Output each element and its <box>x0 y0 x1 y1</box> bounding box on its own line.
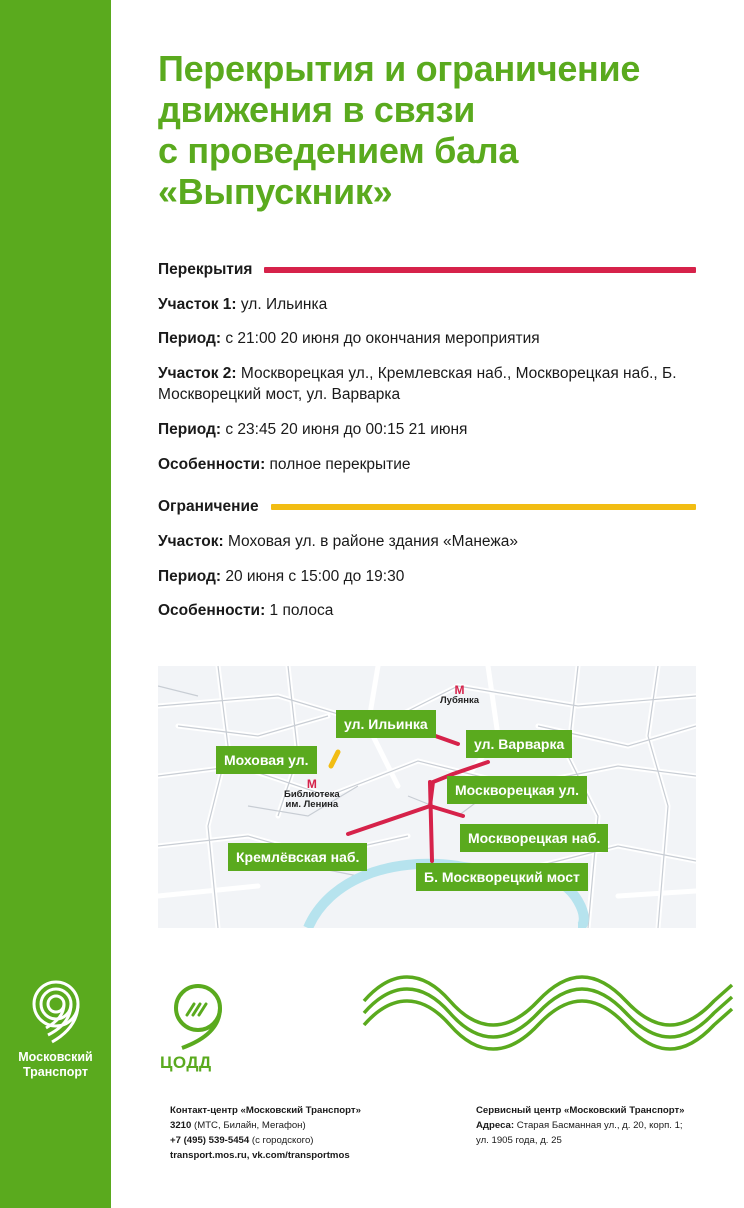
row-value: с 21:00 20 июня до окончания мероприятия <box>221 330 540 347</box>
restriction-row <box>158 600 698 621</box>
row-value: Моховая ул. в районе здания «Манежа» <box>223 533 518 550</box>
closure-row <box>158 419 698 440</box>
transport-nine-icon <box>26 978 86 1044</box>
footer-service-title: Сервисный центр «Московский Транспорт» <box>476 1105 685 1116</box>
page-title <box>158 48 718 212</box>
footer-address-1: Старая Басманная ул., д. 20, корп. 1; <box>514 1120 683 1131</box>
map-tag-ilinka: ул. Ильинка <box>336 710 436 738</box>
row-label: Особенности: <box>158 456 266 473</box>
title-line: Перекрытия и ограничение <box>158 48 641 89</box>
brand-line-2: Транспорт <box>22 1065 89 1079</box>
codd-nine-icon <box>160 980 230 1050</box>
footer-short-phone-note: (МТС, Билайн, Мегафон) <box>191 1120 306 1131</box>
metro-library-label-1: Библиотека <box>284 789 340 800</box>
footer-long-phone-note: (с городского) <box>249 1135 314 1146</box>
closure-row <box>158 363 698 405</box>
closures-label: Перекрытия <box>158 261 253 278</box>
row-value: Москворецкая ул., Кремлевская наб., Москворецкая наб., Б. Москворецкий мост, ул. Варварка <box>158 365 677 403</box>
footer-long-phone[interactable]: +7 (495) 539-5454 <box>170 1135 250 1146</box>
map-tag-mokhovaya: Моховая ул. <box>216 746 317 774</box>
closure-row <box>158 454 698 475</box>
footer-contact <box>170 1103 361 1163</box>
closures-heading <box>158 259 696 281</box>
restriction-yellow-line <box>271 504 696 510</box>
footer-service <box>476 1103 685 1148</box>
row-label: Период: <box>158 330 222 347</box>
brand-line-1: Московский <box>18 1050 93 1064</box>
row-label: Особенности: <box>158 602 266 619</box>
metro-lubyanka-label: Лубянка <box>440 695 480 706</box>
map-tag-kremlin-emb: Кремлёвская наб. <box>228 843 367 871</box>
row-value: ул. Ильинка <box>236 296 328 313</box>
restriction-row <box>158 566 698 587</box>
metro-library <box>284 778 340 810</box>
footer-address-2: ул. 1905 года, д. 25 <box>476 1135 562 1146</box>
footer-address-label: Адреса: <box>476 1120 515 1131</box>
restriction-heading <box>158 496 696 518</box>
map-tag-moskvoretskaya-st: Москворецкая ул. <box>447 776 587 804</box>
row-value: с 23:45 20 июня до 00:15 21 июня <box>221 421 468 438</box>
closures-red-line <box>264 267 696 273</box>
title-line: «Выпускник» <box>158 171 393 212</box>
moscow-transport-logo <box>0 978 111 1080</box>
row-label: Участок: <box>158 533 224 550</box>
decorative-wave <box>362 975 734 1051</box>
map-tag-bridge: Б. Москворецкий мост <box>416 863 588 891</box>
row-label: Участок 2: <box>158 365 237 382</box>
map-tag-varvarka: ул. Варварка <box>466 730 572 758</box>
restriction-label: Ограничение <box>158 498 259 515</box>
footer-contact-title: Контакт-центр «Московский Транспорт» <box>170 1105 361 1116</box>
title-line: с проведением бала <box>158 130 519 171</box>
metro-lubyanka <box>440 684 479 706</box>
footer-links[interactable]: transport.mos.ru, vk.com/transportmos <box>170 1150 350 1161</box>
codd-logo <box>160 980 240 1055</box>
map <box>158 666 696 928</box>
row-label: Период: <box>158 568 222 585</box>
row-label: Период: <box>158 421 222 438</box>
row-value: 20 июня с 15:00 до 19:30 <box>221 568 405 585</box>
closure-row <box>158 328 698 349</box>
restriction-row <box>158 531 698 552</box>
metro-library-label-2: им. Ленина <box>285 799 339 810</box>
row-value: полное перекрытие <box>265 456 411 473</box>
row-label: Участок 1: <box>158 296 237 313</box>
row-value: 1 полоса <box>265 602 334 619</box>
footer-short-phone[interactable]: 3210 <box>170 1120 192 1131</box>
codd-label: ЦОДД <box>160 1053 212 1072</box>
metro-m-icon: М <box>454 683 465 697</box>
map-tag-moskvoretskaya-emb: Москворецкая наб. <box>460 824 608 852</box>
closure-row <box>158 294 698 315</box>
title-line: движения в связи <box>158 89 476 130</box>
metro-m-icon: М <box>306 777 317 791</box>
